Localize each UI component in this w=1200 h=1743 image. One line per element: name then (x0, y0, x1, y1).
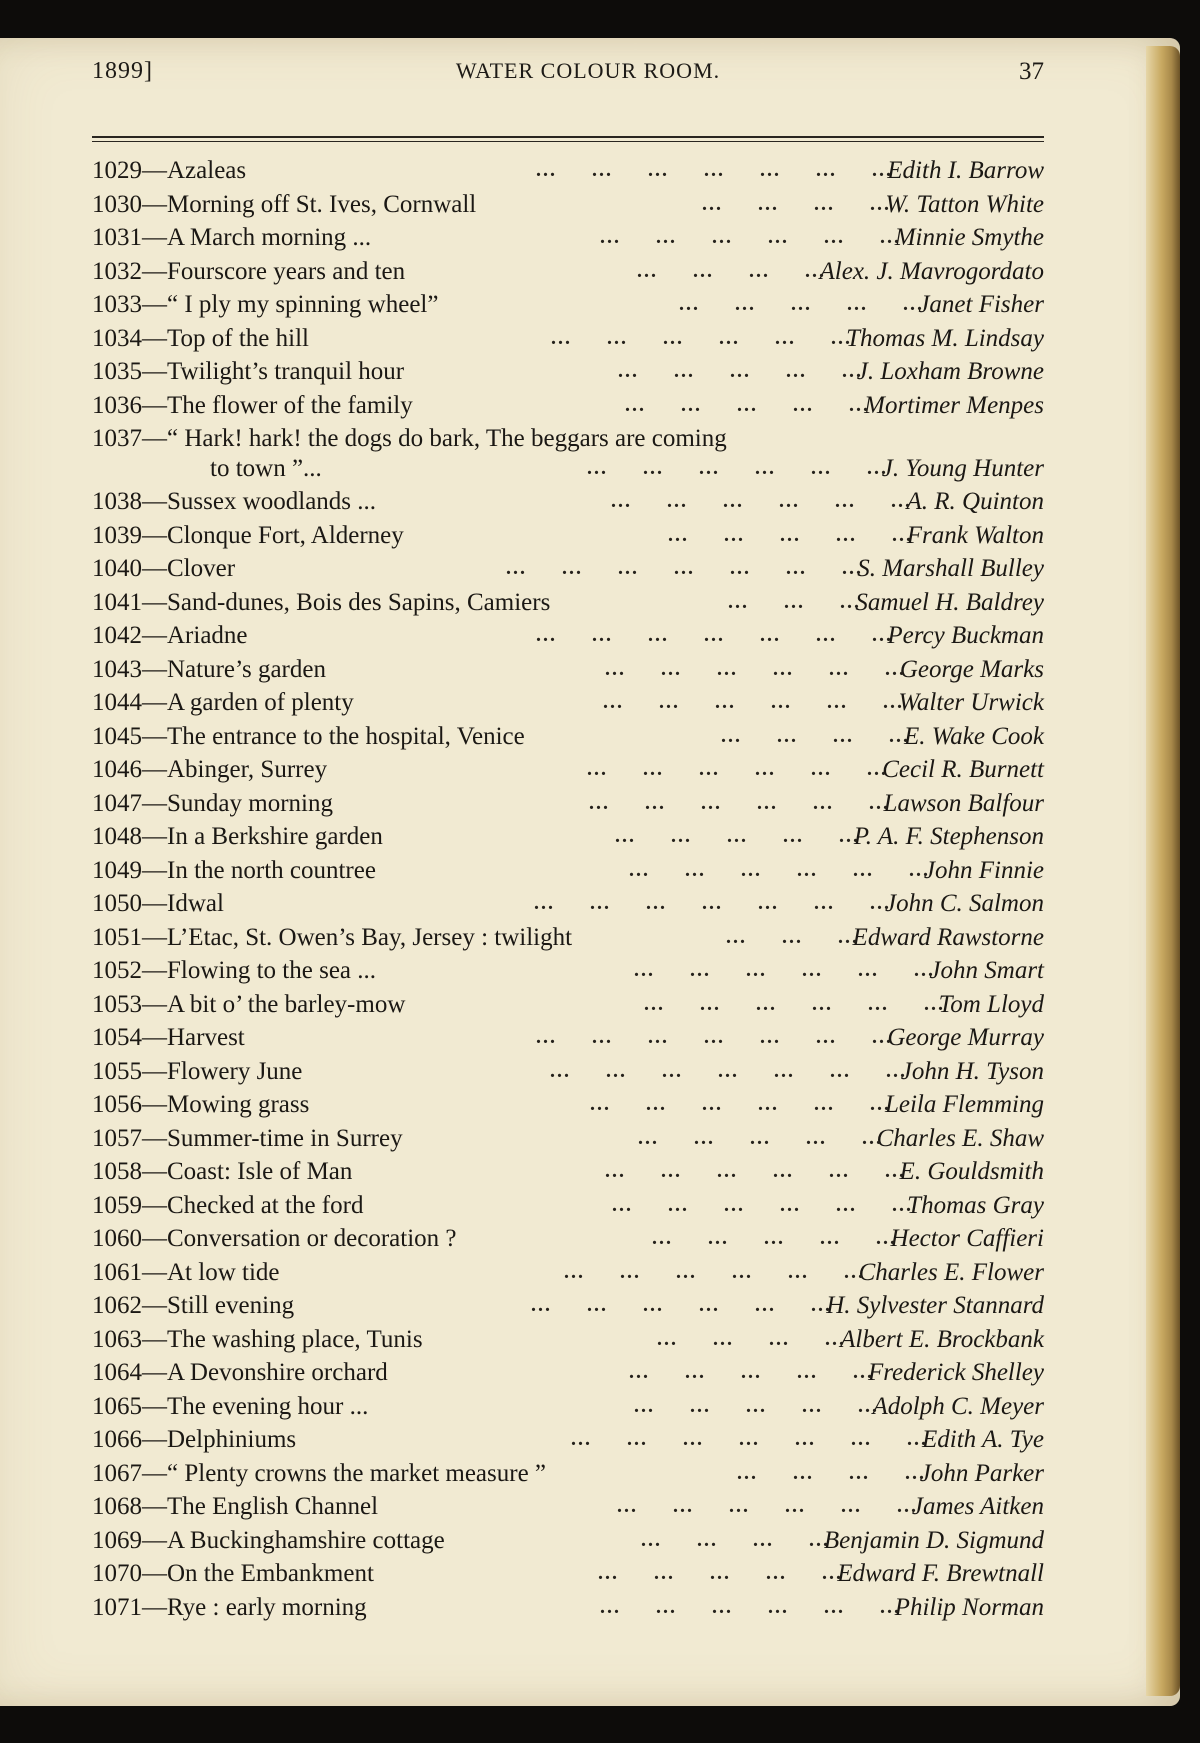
catalogue-entry (92, 322, 1044, 356)
entry-artist: Cecil R. Burnett (882, 756, 1044, 783)
catalogue-entry (92, 1021, 1044, 1055)
leader-dots: ... ... ... ... ... (638, 1126, 883, 1149)
entry-artist: James Aitken (911, 1493, 1044, 1520)
leader-dots: ... ... ... ... ... (634, 1394, 879, 1417)
entry-title: 1039—Clonque Fort, Alderney (92, 521, 404, 549)
catalogue-entry (92, 1591, 1044, 1625)
entry-title: 1044—A garden of plenty (92, 689, 354, 716)
catalogue-entry (92, 1524, 1044, 1558)
leader-dots: ... ... ... ... ... (625, 393, 870, 416)
entry-artist: W. Tatton White (885, 190, 1044, 218)
entry-title: 1035—Twilight’s tranquil hour (92, 358, 405, 385)
entry-title: 1058—Coast: Isle of Man (92, 1158, 353, 1185)
leader-dots: ... ... ... ... ... ... (603, 691, 904, 713)
leader-dots: ... ... ... ... ... ... ... (536, 624, 893, 646)
entry-title: 1038—Sussex woodlands ... (92, 488, 377, 515)
entry-title: 1047—Sunday morning (92, 789, 333, 817)
entry-title: 1065—The evening hour ... (92, 1392, 369, 1420)
entry-title: 1034—Top of the hill (92, 324, 309, 352)
leader-dots: ... ... ... ... ... ... ... (536, 1026, 893, 1048)
leader-dots: ... ... ... ... ... (652, 1227, 897, 1249)
entry-artist: J. Loxham Browne (856, 358, 1044, 385)
leader-dots: ... ... ... (726, 925, 859, 948)
entry-title: 1060—Conversation or decoration ? (92, 1225, 457, 1252)
leader-dots: ... ... ... ... ... ... ... (571, 1428, 928, 1450)
catalogue-entry (92, 154, 1044, 188)
catalogue-entry (92, 854, 1044, 888)
entry-artist: Charles E. Flower (858, 1258, 1044, 1286)
catalogue-entry (92, 686, 1044, 720)
catalogue-entry (92, 921, 1044, 955)
entry-artist: Mortimer Menpes (864, 391, 1044, 419)
entry-artist: Edward Rawstorne (852, 923, 1044, 951)
entry-artist: Tom Lloyd (938, 990, 1044, 1018)
catalogue-entry (92, 1557, 1044, 1591)
leader-dots: ... ... ... ... ... ... ... (506, 557, 863, 579)
leader-dots: ... ... ... (728, 590, 861, 613)
leader-dots: ... ... ... ... ... ... ... (536, 159, 893, 181)
entry-artist: John Smart (929, 957, 1044, 984)
entry-artist: Minnie Smythe (894, 224, 1044, 251)
entry-artist: Percy Buckman (887, 622, 1044, 649)
catalogue-entry (92, 221, 1044, 255)
leader-dots: ... ... ... ... ... (598, 1562, 843, 1584)
entry-title: 1041—Sand-dunes, Bois des Sapins, Camiers (92, 588, 551, 616)
entry-artist: George Murray (887, 1024, 1044, 1051)
entry-artist: John C. Salmon (884, 890, 1044, 917)
entry-artist: E. Wake Cook (903, 722, 1044, 750)
leader-dots: ... ... ... ... ... ... (600, 1595, 901, 1618)
leader-dots: ... ... ... ... (657, 1327, 846, 1350)
leader-dots: ... ... ... ... ... ... ... (550, 1059, 907, 1082)
entry-title: 1062—Still evening (92, 1292, 295, 1319)
leader-dots: ... ... ... ... ... ... ... (534, 892, 891, 914)
catalogue-entry (92, 619, 1044, 653)
leader-dots: ... ... ... ... (641, 1528, 830, 1551)
entry-title: 1057—Summer-time in Surrey (92, 1124, 403, 1152)
catalogue-entry (92, 1189, 1044, 1223)
entry-title: 1042—Ariadne (92, 622, 248, 649)
entry-title: 1040—Clover (92, 555, 236, 582)
leader-dots: ... ... ... ... ... ... (612, 1193, 913, 1216)
entry-artist: John Finnie (923, 856, 1044, 884)
leader-dots: ... ... ... ... ... ... (589, 791, 890, 814)
entry-artist: Leila Flemming (884, 1091, 1044, 1118)
catalogue-entry (92, 1122, 1044, 1156)
catalogue-entry (92, 586, 1044, 620)
entry-artist: Thomas Gray (907, 1191, 1044, 1219)
catalogue-entry (92, 389, 1044, 423)
catalogue-entry (92, 1155, 1044, 1189)
catalogue-entry (92, 954, 1044, 988)
entry-artist: Edward F. Brewtnall (837, 1560, 1044, 1587)
leader-dots: ... ... ... ... ... ... (605, 657, 906, 680)
entry-title: 1037—“ Hark! hark! the dogs do bark, The beggars are coming (92, 425, 727, 452)
catalogue-entry (92, 787, 1044, 821)
catalogue-entry (92, 887, 1044, 921)
catalogue-entry (92, 820, 1044, 854)
catalogue-entry (92, 1289, 1044, 1323)
entry-artist: George Marks (899, 655, 1044, 683)
catalogue-entry (92, 753, 1044, 787)
entry-title: 1059—Checked at the ford (92, 1191, 364, 1219)
catalogue-entry (92, 355, 1044, 389)
leader-dots: ... ... ... ... ... ... (587, 758, 888, 780)
entry-title: 1043—Nature’s garden (92, 655, 326, 683)
entry-title: 1054—Harvest (92, 1024, 245, 1051)
entry-artist: P. A. F. Stephenson (853, 823, 1044, 850)
entry-title: 1032—Fourscore years and ten (92, 257, 406, 285)
leader-dots: ... ... ... ... ... ... (551, 326, 852, 349)
entry-artist: J. Young Hunter (881, 455, 1044, 482)
entry-artist: John Parker (919, 1459, 1044, 1487)
entry-artist: Thomas M. Lindsay (846, 324, 1044, 352)
catalogue-entry (92, 653, 1044, 687)
catalogue-entry (92, 188, 1044, 222)
entry-artist: Edith I. Barrow (887, 157, 1044, 184)
entry-artist: Benjamin D. Sigmund (823, 1526, 1044, 1554)
entry-title: 1069—A Buckinghamshire cottage (92, 1526, 445, 1554)
leader-dots: ... ... ... ... ... ... (644, 992, 945, 1015)
leader-dots: ... ... ... ... ... ... (600, 226, 901, 248)
entry-artist: H. Sylvester Stannard (826, 1292, 1044, 1319)
leader-dots: ... ... ... ... (637, 259, 826, 282)
entry-artist: Philip Norman (894, 1593, 1044, 1621)
catalogue-entry (92, 1423, 1044, 1457)
leader-dots: ... ... ... ... ... ... (634, 959, 935, 981)
entry-title: 1066—Delphiniums (92, 1426, 297, 1453)
catalogue-entry (92, 552, 1044, 586)
entry-title: 1071—Rye : early morning (92, 1593, 367, 1621)
entry-title: 1061—At low tide (92, 1258, 280, 1286)
entry-title: 1068—The English Channel (92, 1493, 379, 1520)
entry-title: 1052—Flowing to the sea ... (92, 957, 377, 984)
leader-dots: ... ... ... ... ... ... (587, 457, 888, 479)
leader-dots: ... ... ... ... ... ... (531, 1294, 832, 1316)
leader-dots: ... ... ... ... ... (615, 825, 860, 847)
entry-artist: John H. Tyson (900, 1057, 1044, 1085)
entry-title: 1046—Abinger, Surrey (92, 756, 328, 783)
leader-dots: ... ... ... ... ... ... (611, 490, 912, 512)
entry-artist: Samuel H. Baldrey (855, 588, 1044, 616)
entry-title: 1056—Mowing grass (92, 1091, 310, 1118)
entry-title: 1050—Idwal (92, 890, 224, 917)
entry-title-continuation: to town ”... (210, 455, 322, 482)
leader-dots: ... ... ... ... (721, 724, 910, 747)
entry-title: 1063—The washing place, Tunis (92, 1325, 423, 1353)
catalogue-entry (92, 988, 1044, 1022)
entry-artist: Frank Walton (906, 521, 1044, 549)
catalogue-entry-list (92, 154, 1044, 1624)
entry-artist: Edith A. Tye (922, 1426, 1044, 1453)
leader-dots: ... ... ... ... ... (679, 293, 924, 315)
entry-artist: S. Marshall Bulley (857, 555, 1044, 582)
entry-title: 1033—“ I ply my spinning wheel” (92, 291, 439, 318)
entry-title: 1070—On the Embankment (92, 1560, 374, 1587)
entry-title: 1029—Azaleas (92, 157, 247, 184)
catalogue-entry (92, 255, 1044, 289)
entry-artist: Alex. J. Mavrogordato (819, 257, 1044, 285)
catalogue-entry (92, 519, 1044, 553)
header-year: 1899] (92, 58, 153, 84)
leader-dots: ... ... ... ... ... ... (629, 858, 930, 881)
leader-dots: ... ... ... ... ... ... (564, 1260, 865, 1283)
entry-title: 1049—In the north countree (92, 856, 376, 884)
entry-title: 1053—A bit o’ the barley-mow (92, 990, 406, 1018)
entry-artist: Frederick Shelley (867, 1359, 1044, 1386)
entry-title: 1030—Morning off St. Ives, Cornwall (92, 190, 477, 218)
entry-title: 1045—The entrance to the hospital, Venice (92, 722, 525, 750)
entry-title: 1051—L’Etac, St. Owen’s Bay, Jersey : twilight (92, 923, 573, 951)
leader-dots: ... ... ... ... (737, 1461, 926, 1484)
catalogue-entry (92, 1055, 1044, 1089)
entry-artist: Janet Fisher (918, 291, 1044, 318)
entry-artist: E. Gouldsmith (899, 1158, 1044, 1185)
entry-title: 1048—In a Berkshire garden (92, 823, 383, 850)
entry-title: 1036—The flower of the family (92, 391, 413, 419)
catalogue-entry (92, 288, 1044, 322)
catalogue-entry (92, 422, 1044, 485)
book-gutter-edge (1146, 46, 1180, 1696)
header-rule-thick (92, 136, 1044, 138)
catalogue-entry (92, 1457, 1044, 1491)
catalogue-entry (92, 1256, 1044, 1290)
entry-artist: Lawson Balfour (883, 789, 1044, 817)
page-number: 37 (1019, 58, 1044, 85)
entry-artist: Charles E. Shaw (876, 1124, 1044, 1152)
leader-dots: ... ... ... ... ... ... (605, 1160, 906, 1182)
catalogue-entry (92, 1088, 1044, 1122)
leader-dots: ... ... ... ... ... (629, 1361, 874, 1383)
catalogue-entry (92, 1390, 1044, 1424)
catalogue-entry (92, 720, 1044, 754)
leader-dots: ... ... ... ... (702, 192, 891, 215)
catalogue-entry (92, 1323, 1044, 1357)
catalogue-entry (92, 1222, 1044, 1256)
entry-title: 1031—A March morning ... (92, 224, 372, 251)
header-section-title: WATER COLOUR ROOM. (455, 58, 721, 83)
entry-artist: Walter Urwick (898, 689, 1044, 716)
entry-artist: A. R. Quinton (906, 488, 1044, 515)
entry-artist: Adolph C. Meyer (872, 1392, 1044, 1420)
entry-artist: Albert E. Brockbank (840, 1325, 1044, 1353)
entry-title: 1067—“ Plenty crowns the market measure ” (92, 1459, 547, 1487)
header-rule-thin (92, 141, 1044, 142)
leader-dots: ... ... ... ... ... (618, 360, 863, 382)
leader-dots: ... ... ... ... ... ... (617, 1495, 918, 1517)
entry-title: 1055—Flowery June (92, 1057, 303, 1085)
entry-artist: Hector Caffieri (890, 1225, 1044, 1252)
entry-title: 1064—A Devonshire orchard (92, 1359, 388, 1386)
leader-dots: ... ... ... ... ... ... (590, 1093, 891, 1115)
leader-dots: ... ... ... ... ... (668, 523, 913, 546)
catalogue-entry (92, 1356, 1044, 1390)
catalogue-entry (92, 1490, 1044, 1524)
page-header (92, 58, 1044, 108)
catalogue-entry (92, 485, 1044, 519)
